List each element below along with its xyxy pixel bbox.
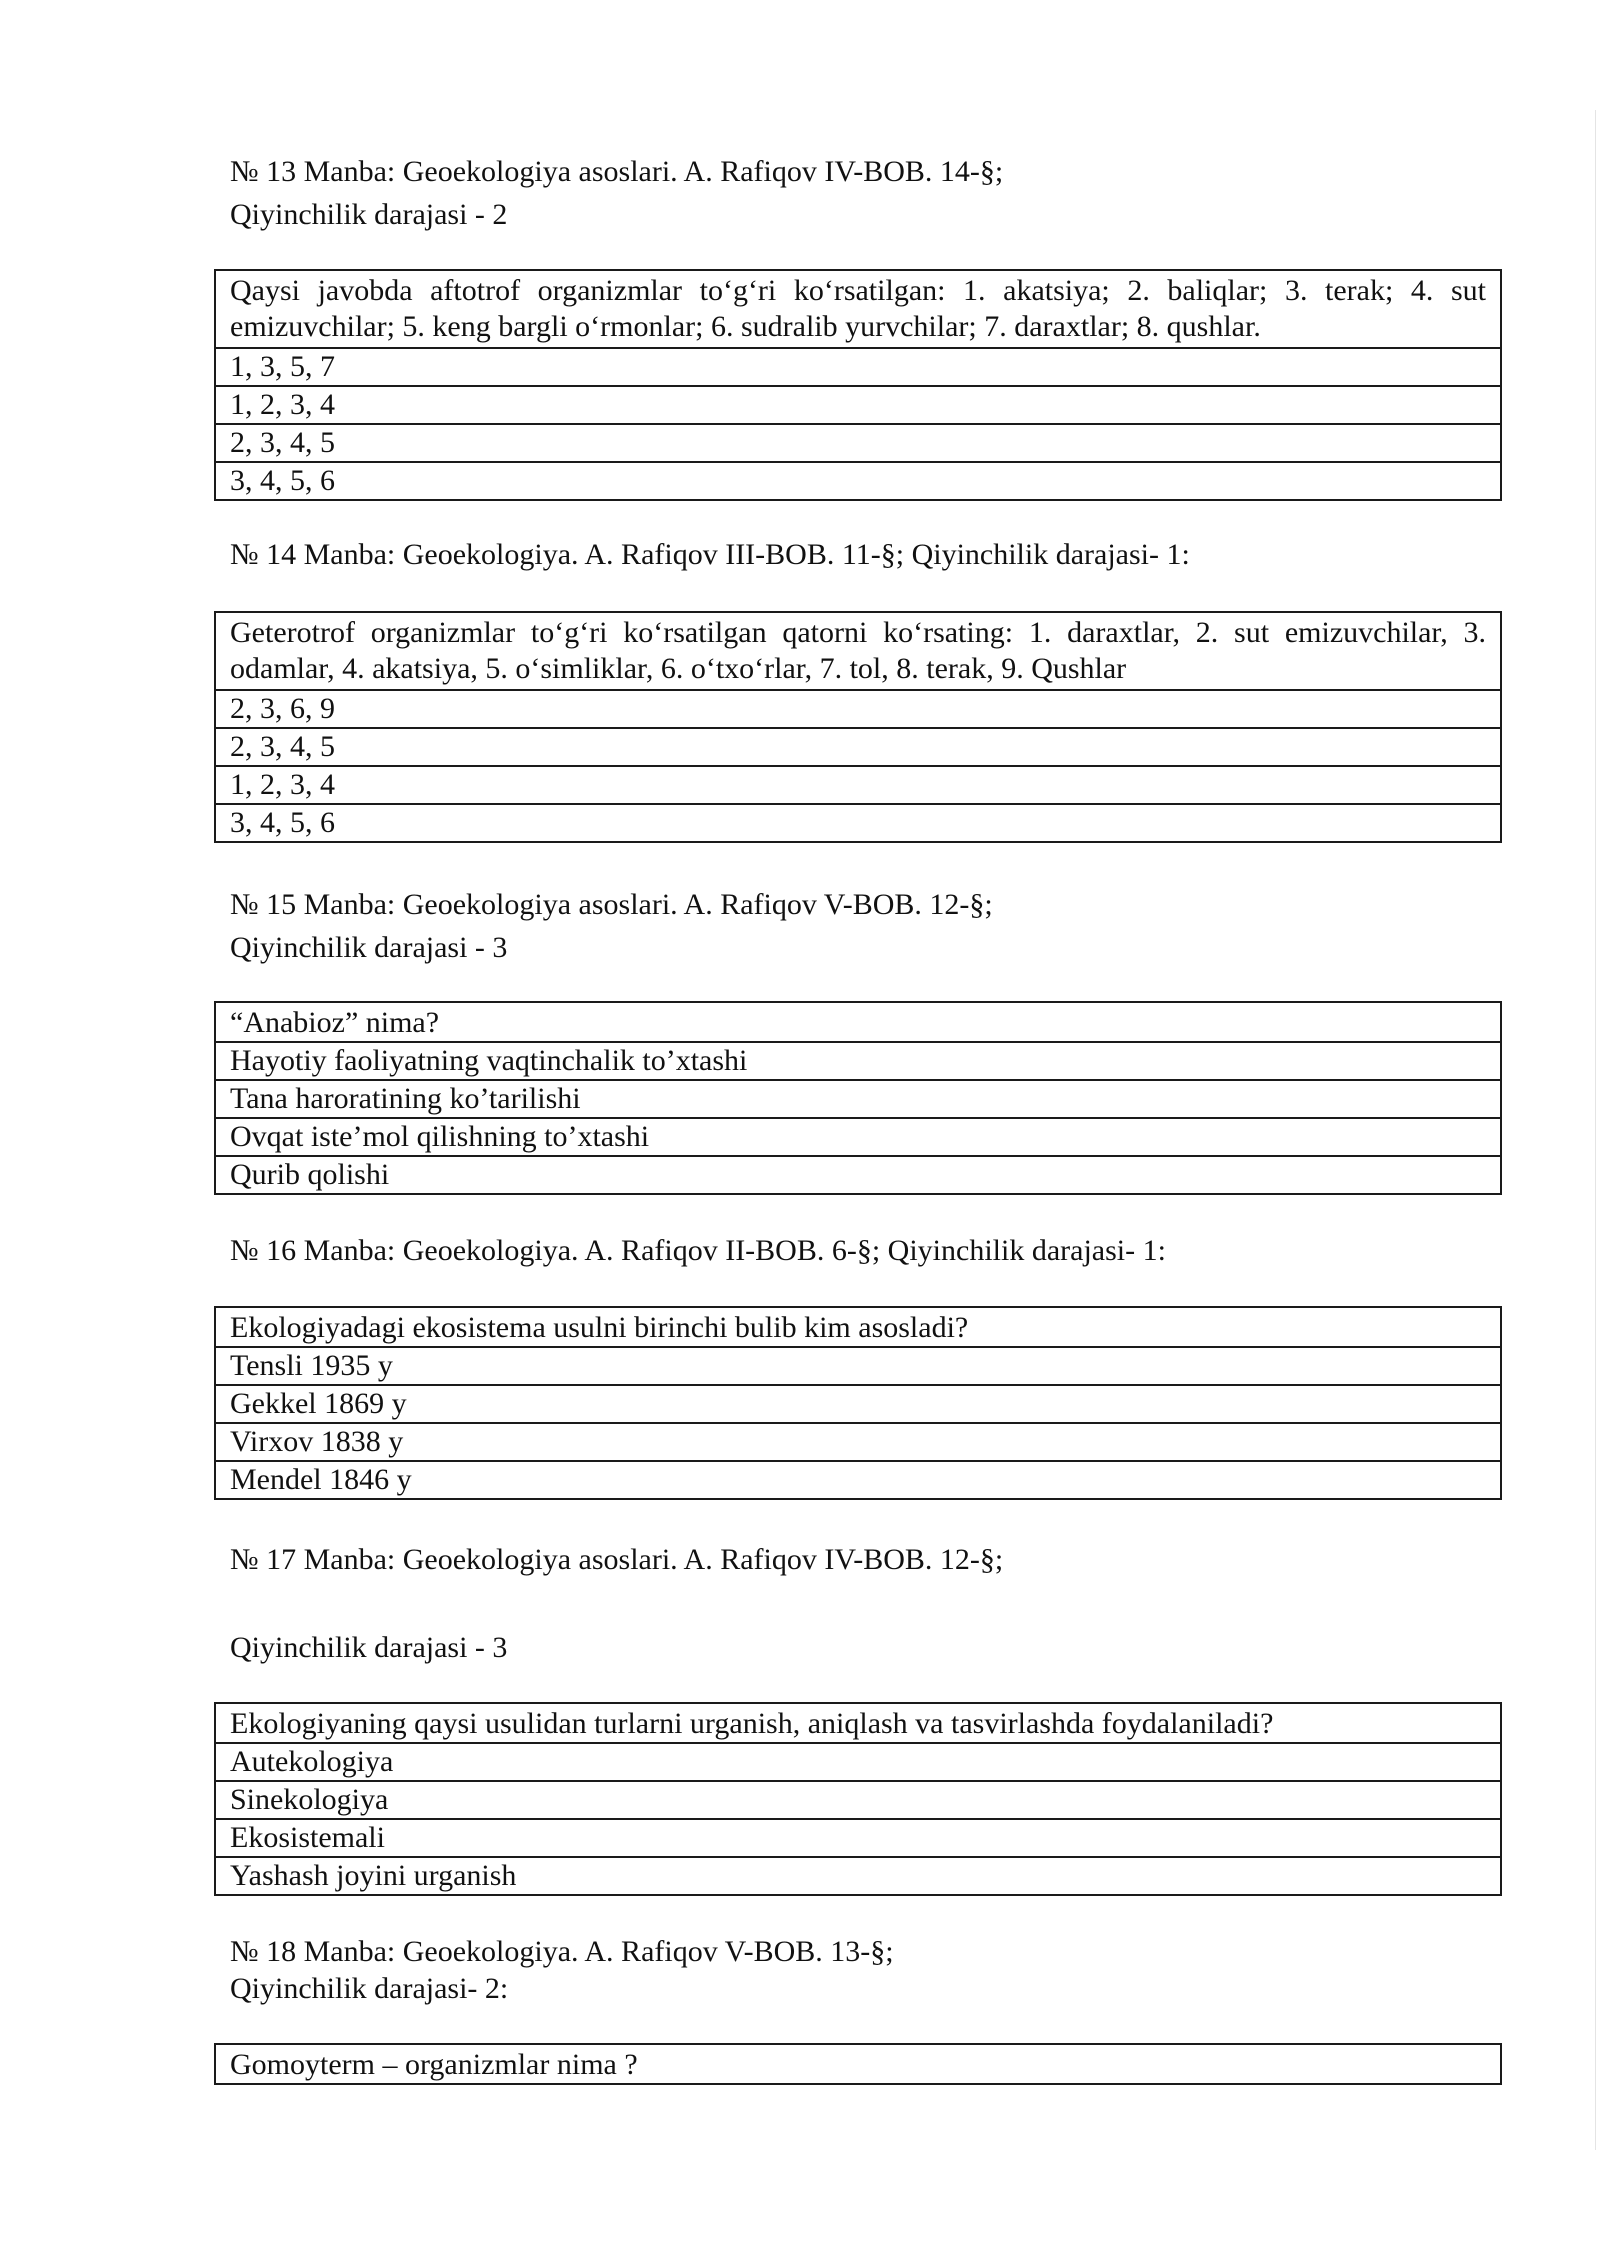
question-row <box>215 1307 1501 1347</box>
section-18-source: № 18 Manba: Geoekologiya. A. Rafiqov V-BOB. 13-§; <box>230 1935 894 1968</box>
answer-row <box>215 766 1501 804</box>
answer-row <box>215 424 1501 462</box>
page-edge-divider <box>1595 110 1596 2150</box>
answer-row <box>215 1156 1501 1194</box>
answer-option: Ovqat iste’mol qilishning to’xtashi <box>215 1118 1501 1156</box>
section-16-source: № 16 Manba: Geoekologiya. A. Rafiqov II-BOB. 6-§; Qiyinchilik darajasi- 1: <box>230 1234 1166 1267</box>
section-15-source: № 15 Manba: Geoekologiya asoslari. A. Rafiqov V-BOB. 12-§; <box>230 888 993 921</box>
question-text: Ekologiyadagi ekosistema usulni birinchi bulib kim asosladi? <box>215 1307 1501 1347</box>
answer-option: Tana haroratining ko’tarilishi <box>215 1080 1501 1118</box>
question-row <box>215 612 1501 690</box>
answer-option: 2, 3, 4, 5 <box>215 728 1501 766</box>
section-13-difficulty: Qiyinchilik darajasi - 2 <box>230 198 508 231</box>
question-row <box>215 1703 1501 1743</box>
answer-row <box>215 1781 1501 1819</box>
answer-option: 2, 3, 4, 5 <box>215 424 1501 462</box>
answer-option: 3, 4, 5, 6 <box>215 462 1501 500</box>
question-table-13 <box>214 269 1502 501</box>
answer-option: Ekosistemali <box>215 1819 1501 1857</box>
section-18-difficulty: Qiyinchilik darajasi- 2: <box>230 1972 509 2005</box>
answer-option: Virxov 1838 y <box>215 1423 1501 1461</box>
question-table-17 <box>214 1702 1502 1896</box>
section-17-difficulty: Qiyinchilik darajasi - 3 <box>230 1631 508 1664</box>
answer-option: 3, 4, 5, 6 <box>215 804 1501 842</box>
answer-row <box>215 1819 1501 1857</box>
section-15-difficulty: Qiyinchilik darajasi - 3 <box>230 931 508 964</box>
answer-row <box>215 690 1501 728</box>
answer-option: Qurib qolishi <box>215 1156 1501 1194</box>
question-row <box>215 270 1501 348</box>
answer-option: 1, 3, 5, 7 <box>215 348 1501 386</box>
section-17-source: № 17 Manba: Geoekologiya asoslari. A. Rafiqov IV-BOB. 12-§; <box>230 1543 1004 1576</box>
section-14-source: № 14 Manba: Geoekologiya. A. Rafiqov III-BOB. 11-§; Qiyinchilik darajasi- 1: <box>230 538 1190 571</box>
answer-row <box>215 1118 1501 1156</box>
answer-option: Gekkel 1869 y <box>215 1385 1501 1423</box>
answer-option: Yashash joyini urganish <box>215 1857 1501 1895</box>
question-table-16 <box>214 1306 1502 1500</box>
question-text: Qaysi javobda aftotrof organizmlar to‘g‘ri ko‘rsatilgan: 1. akatsiya; 2. baliqlar; 3. terak; 4. sut emizuvchilar; 5. keng bargli o‘rmonlar; 6. sudralib yurvchilar; 7. daraxtlar; 8. qushlar. <box>215 270 1501 348</box>
question-row <box>215 2044 1501 2084</box>
answer-row <box>215 1743 1501 1781</box>
answer-option: Sinekologiya <box>215 1781 1501 1819</box>
answer-option: 2, 3, 6, 9 <box>215 690 1501 728</box>
answer-row <box>215 1857 1501 1895</box>
answer-row <box>215 348 1501 386</box>
answer-option: Autekologiya <box>215 1743 1501 1781</box>
answer-row <box>215 386 1501 424</box>
question-table-18 <box>214 2043 1502 2085</box>
question-row <box>215 1002 1501 1042</box>
answer-row <box>215 728 1501 766</box>
question-table-15 <box>214 1001 1502 1195</box>
question-text: Ekologiyaning qaysi usulidan turlarni urganish, aniqlash va tasvirlashda foydalaniladi? <box>215 1703 1501 1743</box>
question-text: Gomoyterm – organizmlar nima ? <box>215 2044 1501 2084</box>
answer-option: Tensli 1935 y <box>215 1347 1501 1385</box>
answer-row <box>215 1423 1501 1461</box>
answer-row <box>215 1347 1501 1385</box>
answer-row <box>215 1385 1501 1423</box>
answer-row <box>215 1461 1501 1499</box>
answer-option: 1, 2, 3, 4 <box>215 766 1501 804</box>
section-13-source: № 13 Manba: Geoekologiya asoslari. A. Rafiqov IV-BOB. 14-§; <box>230 155 1004 188</box>
question-text: Geterotrof organizmlar to‘g‘ri ko‘rsatilgan qatorni ko‘rsating: 1. daraxtlar, 2. sut emizuvchilar, 3. odamlar, 4. akatsiya, 5. o‘simliklar, 6. o‘txo‘rlar, 7. tol, 8. terak, 9. Qushlar <box>215 612 1501 690</box>
answer-row <box>215 804 1501 842</box>
question-text: “Anabioz” nima? <box>215 1002 1501 1042</box>
answer-row <box>215 1042 1501 1080</box>
answer-option: 1, 2, 3, 4 <box>215 386 1501 424</box>
answer-row <box>215 1080 1501 1118</box>
answer-option: Hayotiy faoliyatning vaqtinchalik to’xtashi <box>215 1042 1501 1080</box>
question-table-14 <box>214 611 1502 843</box>
answer-row <box>215 462 1501 500</box>
answer-option: Mendel 1846 y <box>215 1461 1501 1499</box>
